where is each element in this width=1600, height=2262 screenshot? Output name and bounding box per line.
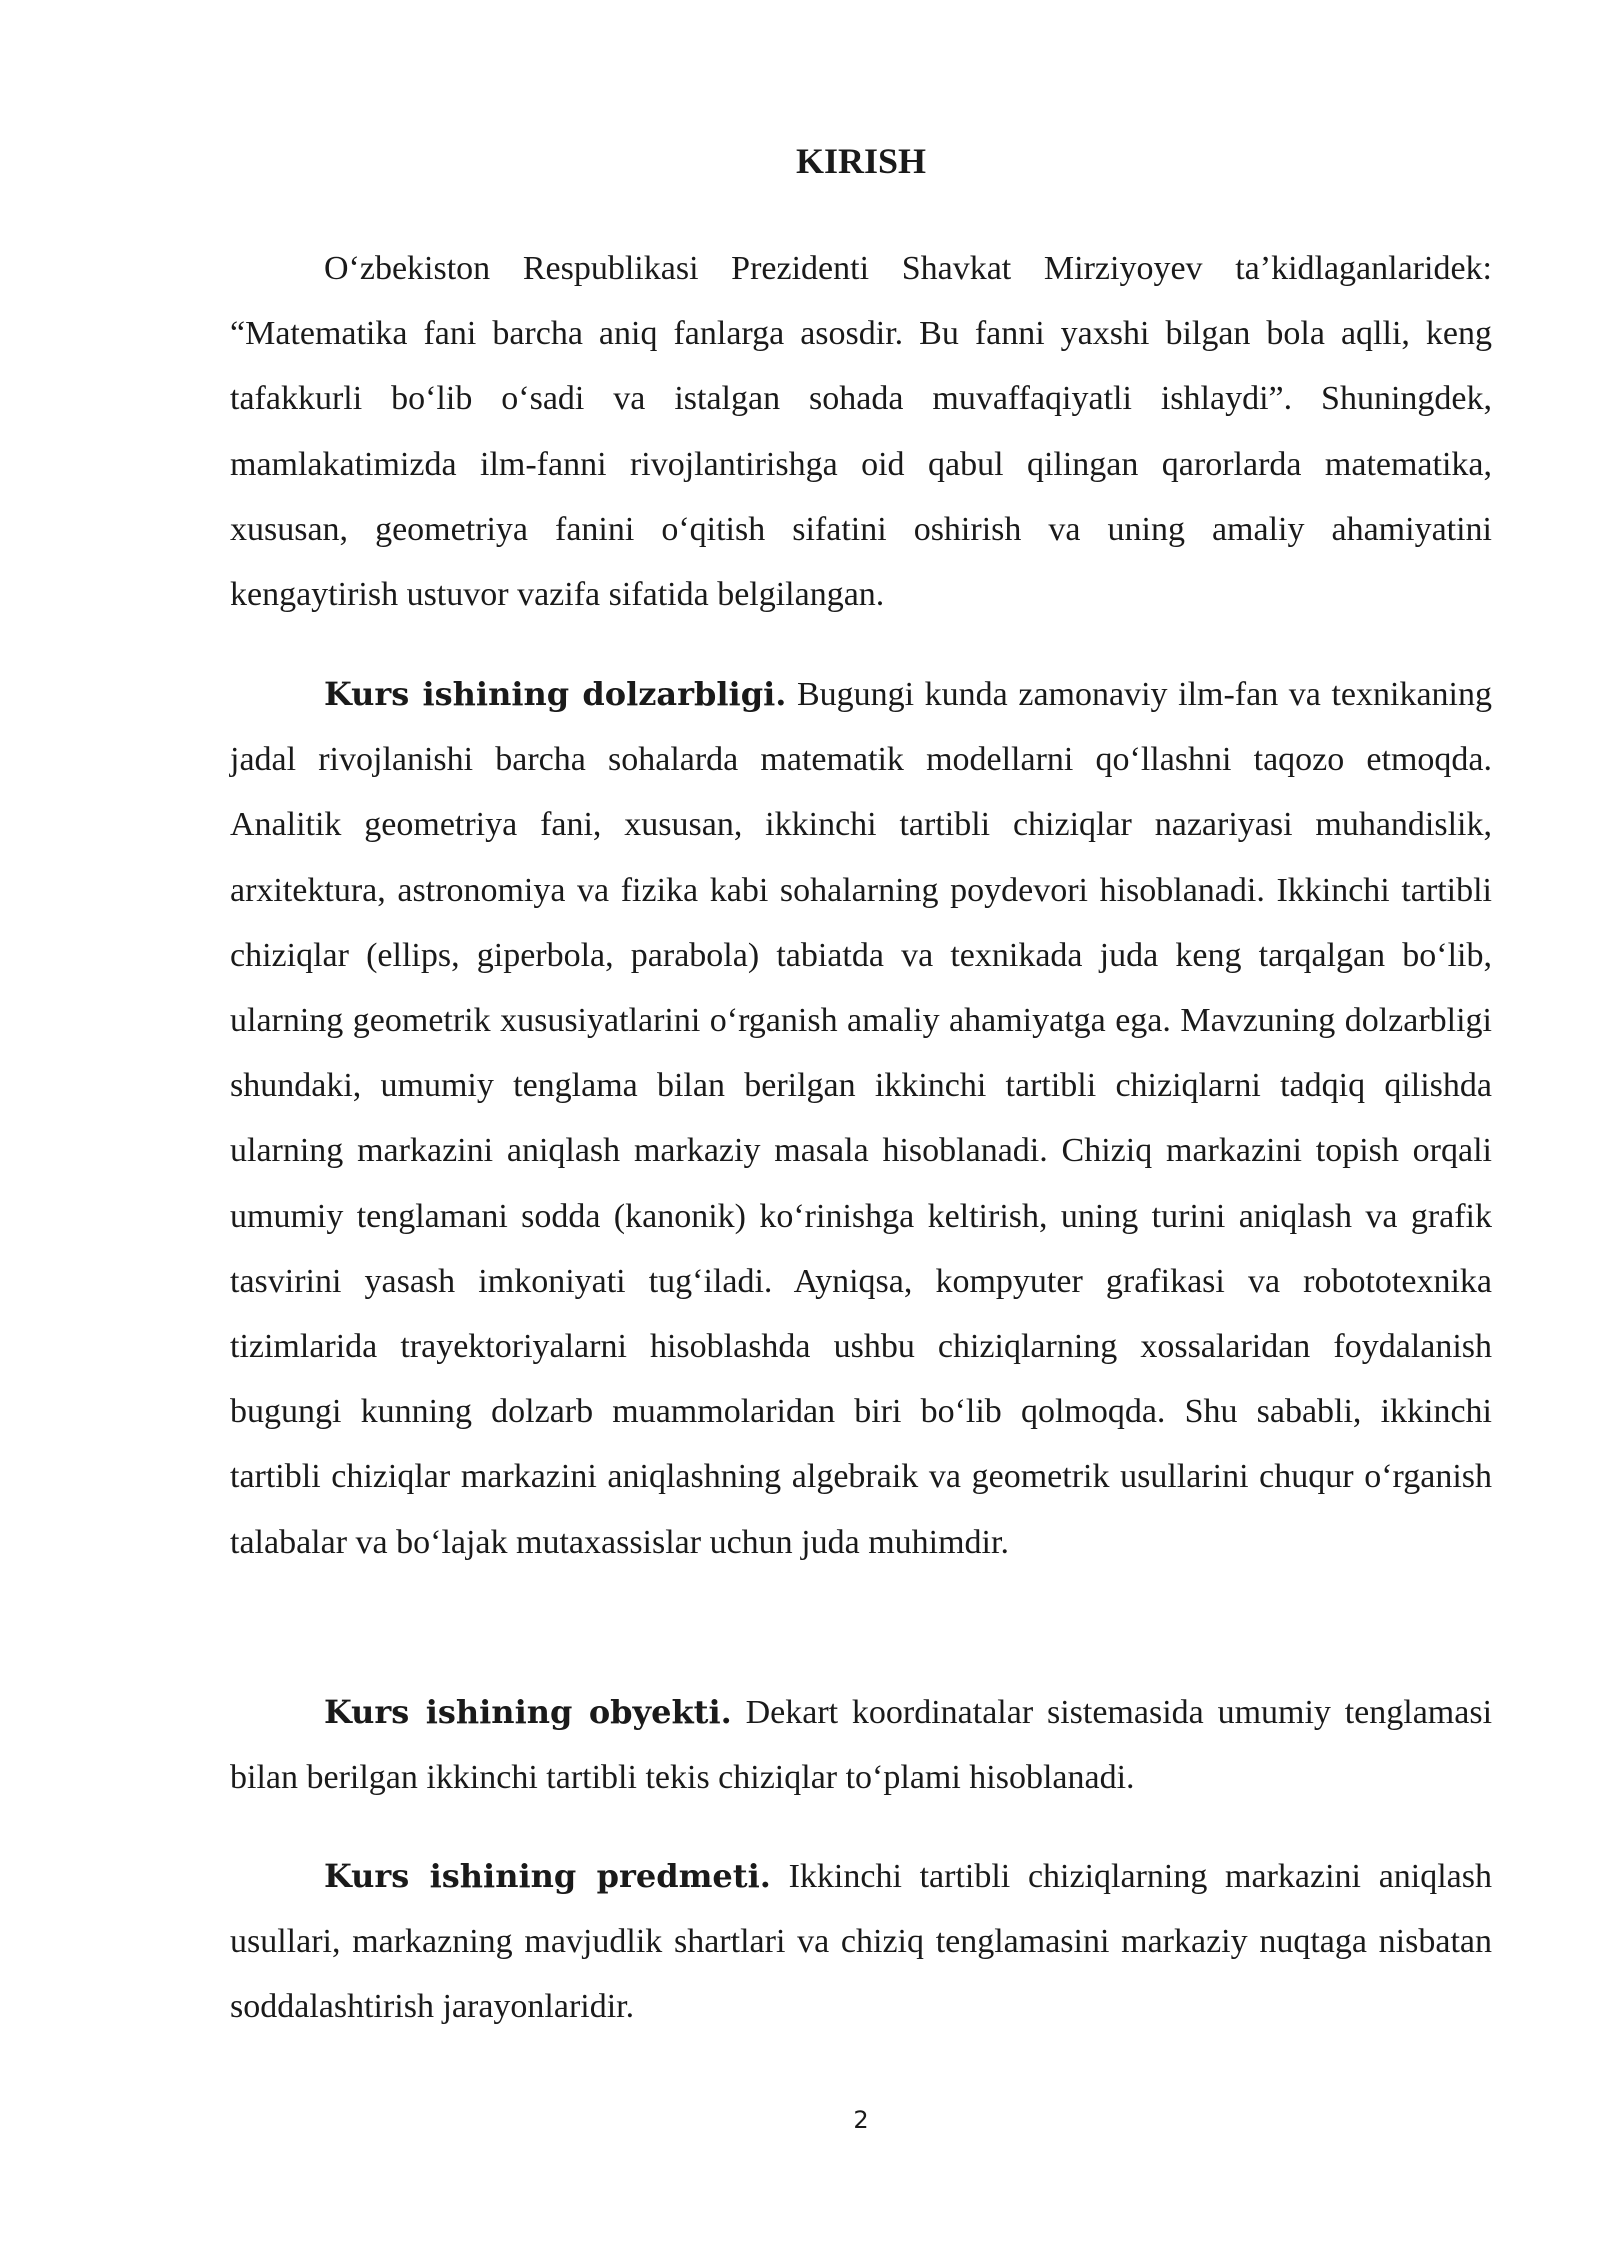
object-paragraph bbox=[230, 1680, 1492, 1810]
relevance-heading: Kurs ishining dolzarbligi. bbox=[324, 675, 787, 713]
object-heading: Kurs ishining obyekti. bbox=[324, 1693, 732, 1731]
subject-paragraph bbox=[230, 1844, 1492, 2040]
page-number: 2 bbox=[853, 2106, 869, 2134]
subject-heading: Kurs ishining predmeti. bbox=[324, 1857, 771, 1895]
intro-paragraph bbox=[230, 236, 1492, 627]
page-title: KIRISH bbox=[795, 141, 927, 181]
relevance-paragraph bbox=[230, 662, 1492, 1575]
object-paragraph-text: Dekart koordinatalar sistemasida umumiy tenglamasi bilan berilgan ikkinchi tartibli tekis chiziqlar to‘plami hisoblanadi. bbox=[230, 1694, 1493, 1797]
relevance-paragraph-text: Bugungi kunda zamonaviy ilm-fan va texnikaning jadal rivojlanishi barcha sohalarda matematik modellarni qo‘llashni taqozo etmoqda. Analitik geometriya fani, xususan, ikkinchi tartibli chiziqlar nazariyasi muhandislik, arxitektura, astronomiya va fizika kabi sohalarning poydevori hisoblanadi. Ikkinchi tartibli chiziqlar (ellips, giperbola, parabola) tabiatda va texnikada juda keng tarqalgan bo‘lib, ularning geometrik xususiyatlarini o‘rganish amaliy ahamiyatga ega. Mavzuning dolzarbligi shundaki, umumiy tenglama bilan berilgan ikkinchi tartibli chiziqlarni tadqiq qilishda ularning markazini aniqlash markaziy masala hisoblanadi. Chiziq markazini topish orqali umumiy tenglamani sodda (kanonik) ko‘rinishga keltirish, uning turini aniqlash va grafik tasvirini yasash imkoniyati tug‘iladi. Ayniqsa, kompyuter grafikasi va robototexnika tizimlarida trayektoriyalarni hisoblashda ushbu chiziqlarning xossalaridan foydalanish bugungi kunning dolzarb muammolaridan biri bo‘lib qolmoqda. Shu sababli, ikkinchi tartibli chiziqlar markazini aniqlashning algebraik va geometrik usullarini chuqur o‘rganish talabalar va bo‘lajak mutaxassislar uchun juda muhimdir. bbox=[230, 676, 1492, 1561]
subject-paragraph-text: Ikkinchi tartibli chiziqlarning markazini aniqlash usullari, markazning mavjudlik shartlari va chiziq tenglamasini markaziy nuqtaga nisbatan soddalashtirish jarayonlaridir. bbox=[230, 1858, 1492, 2026]
intro-paragraph-text: O‘zbekiston Respublikasi Prezidenti Shavkat Mirziyoyev ta’kidlaganlaridek: “Matematika fani barcha aniq fanlarga asosdir. Bu fanni yaxshi bilgan bola aqlli, keng tafakkurli bo‘lib o‘sadi va istalgan sohada muvaffaqiyatli ishlaydi”. Shuningdek, mamlakatimizda ilm-fanni rivojlantirishga oid qabul qilingan qarorlarda matematika, xususan, geometriya fanini o‘qitish sifatini oshirish va uning amaliy ahamiyatini kengaytirish ustuvor vazifa sifatida belgilangan. bbox=[230, 250, 1492, 614]
